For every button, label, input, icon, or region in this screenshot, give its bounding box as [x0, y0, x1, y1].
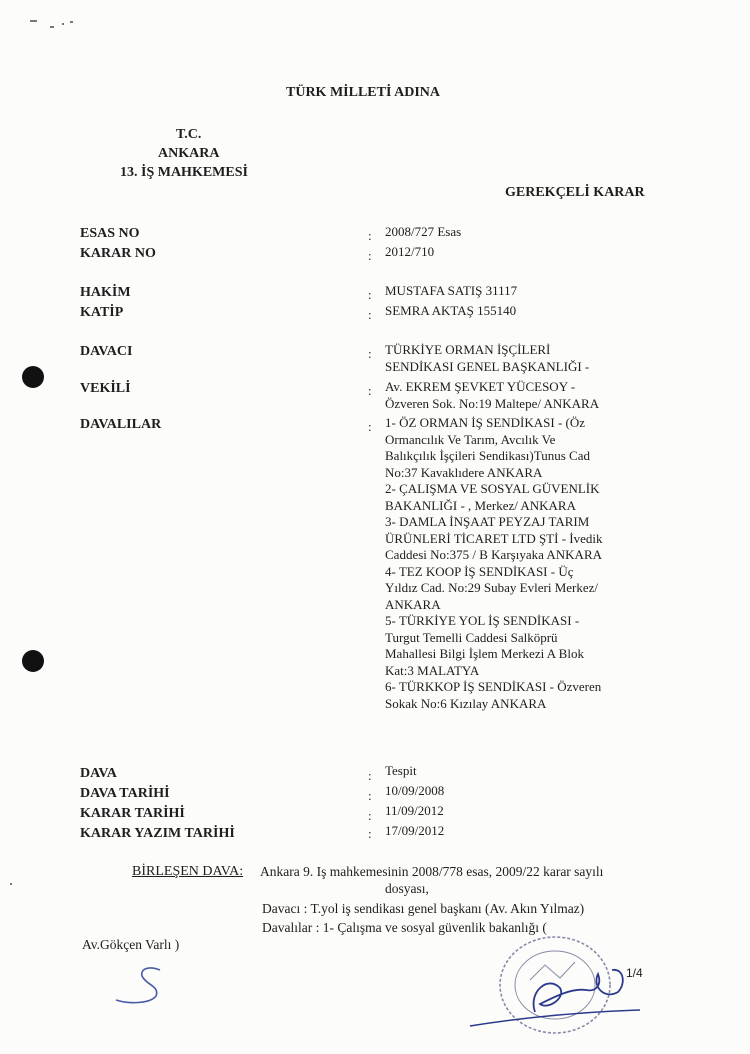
judge-signature-tail — [470, 1010, 640, 1026]
karar-tarihi-colon: : — [368, 808, 372, 823]
davalilar-line: Ormancılık Ve Tarım, Avcılık Ve — [385, 431, 556, 447]
davalilar-line: Mahallesi Bilgi İşlem Merkezi A Blok — [385, 646, 584, 661]
esas-no-label: ESAS NO — [80, 226, 140, 241]
davalilar-line: 2- ÇALIŞMA VE SOSYAL GÜVENLİK — [385, 481, 600, 496]
katip-colon: : — [368, 307, 372, 322]
court-city: ANKARA — [158, 146, 220, 161]
davalilar-line: BAKANLIĞI - , Merkez/ ANKARA — [385, 497, 576, 513]
scan-specks — [10, 20, 73, 885]
punch-hole-bottom — [22, 650, 44, 672]
davalilar-line: Sokak No:6 Kızılay ANKARA — [385, 695, 547, 711]
dava-value: Tespit — [385, 763, 417, 778]
vekili-line: Av. EKREM ŞEVKET YÜCESOY - — [385, 379, 576, 394]
davalilar-line: ÜRÜNLERİ TİCARET LTD ŞTİ - İvedik — [385, 530, 603, 546]
document-title: TÜRK MİLLETİ ADINA — [286, 85, 441, 100]
birlesen-avukat-line: Av.Gökçen Varlı ) — [82, 937, 180, 952]
karar-yazim-tarihi-label: KARAR YAZIM TARİHİ — [80, 826, 235, 841]
dava-colon: : — [368, 768, 372, 783]
birlesen-dava-label: BİRLEŞEN DAVA: — [132, 864, 244, 879]
dava-tarihi-colon: : — [368, 788, 372, 803]
davaci-value — [385, 342, 589, 375]
esas-no-colon: : — [368, 228, 372, 243]
hakim-value: MUSTAFA SATIŞ 31117 — [385, 283, 518, 298]
karar-tarihi-label: KARAR TARİHİ — [80, 806, 185, 821]
davalilar-line: Turgut Temelli Caddesi Salköprü — [385, 629, 558, 645]
dava-tarihi-label: DAVA TARİHİ — [80, 786, 170, 801]
court-name: 13. İŞ MAHKEMESİ — [120, 165, 248, 180]
davalilar-line: 3- DAMLA İNŞAAT PEYZAJ TARIM — [385, 514, 590, 529]
vekili-line: Özveren Sok. No:19 Maltepe/ ANKARA — [385, 395, 600, 411]
punch-hole-top — [22, 366, 44, 388]
davaci-colon: : — [368, 346, 372, 361]
davalilar-colon: : — [368, 419, 372, 434]
vekili-label: VEKİLİ — [80, 381, 131, 396]
katip-label: KATİP — [80, 305, 124, 320]
judge-signature — [534, 970, 623, 1012]
karar-yazim-tarihi-value: 17/09/2012 — [385, 823, 445, 838]
davalilar-line: 6- TÜRKKOP İŞ SENDİKASI - Özveren — [385, 679, 602, 694]
esas-no-value: 2008/727 Esas — [385, 224, 462, 239]
davalilar-line: 4- TEZ KOOP İŞ SENDİKASI - Üç — [385, 563, 574, 579]
davalilar-value — [385, 415, 603, 712]
birlesen-dava-line: Ankara 9. Iş mahkemesinin 2008/778 esas, 2009/22 karar sayılı — [260, 864, 604, 879]
country-abbrev: T.C. — [176, 127, 202, 142]
vekili-colon: : — [368, 383, 372, 398]
davalilar-line: Kat:3 MALATYA — [385, 662, 480, 678]
davalilar-line: Caddesi No:375 / B Karşıyaka ANKARA — [385, 547, 603, 562]
davalilar-label: DAVALILAR — [80, 417, 162, 432]
vekili-value — [385, 379, 599, 412]
court-stamp — [500, 937, 610, 1033]
davalilar-line: ANKARA — [385, 596, 441, 612]
dava-tarihi-value: 10/09/2008 — [385, 783, 445, 798]
birlesen-davaci-line: Davacı : T.yol iş sendikası genel başkanı (Av. Akın Yılmaz) — [262, 901, 585, 916]
karar-tarihi-value: 11/09/2012 — [385, 803, 444, 818]
dava-label: DAVA — [80, 766, 117, 781]
davalilar-line: 5- TÜRKİYE YOL İŞ SENDİKASI - — [385, 613, 580, 628]
hakim-label: HAKİM — [80, 285, 131, 300]
katip-value: SEMRA AKTAŞ 155140 — [385, 303, 517, 318]
karar-yazim-tarihi-colon: : — [368, 826, 372, 841]
karar-no-label: KARAR NO — [80, 246, 156, 261]
hakim-colon: : — [368, 287, 372, 302]
davaci-label: DAVACI — [80, 344, 133, 359]
initial-signature-left — [116, 968, 160, 1003]
karar-no-value: 2012/710 — [385, 244, 435, 259]
davaci-line: SENDİKASI GENEL BAŞKANLIĞI - — [385, 358, 590, 374]
davalilar-line: Yıldız Cad. No:29 Subay Evleri Merkez/ — [385, 580, 599, 595]
birlesen-davalilar-line: Davalılar : 1- Çalışma ve sosyal güvenlik bakanlığı ( — [262, 920, 547, 935]
davalilar-line: 1- ÖZ ORMAN İŞ SENDİKASI - (Öz — [385, 415, 586, 430]
birlesen-dava-line: dosyası, — [385, 881, 429, 896]
karar-no-colon: : — [368, 248, 372, 263]
davalilar-line: No:37 Kavaklıdere ANKARA — [385, 464, 543, 480]
davaci-line: TÜRKİYE ORMAN İŞÇİLERİ — [385, 342, 551, 357]
document-type: GEREKÇELİ KARAR — [505, 185, 645, 200]
page-number: 1/4 — [626, 966, 643, 980]
davalilar-line: Balıkçılık İşçileri Sendikası)Tunus Cad — [385, 448, 590, 463]
